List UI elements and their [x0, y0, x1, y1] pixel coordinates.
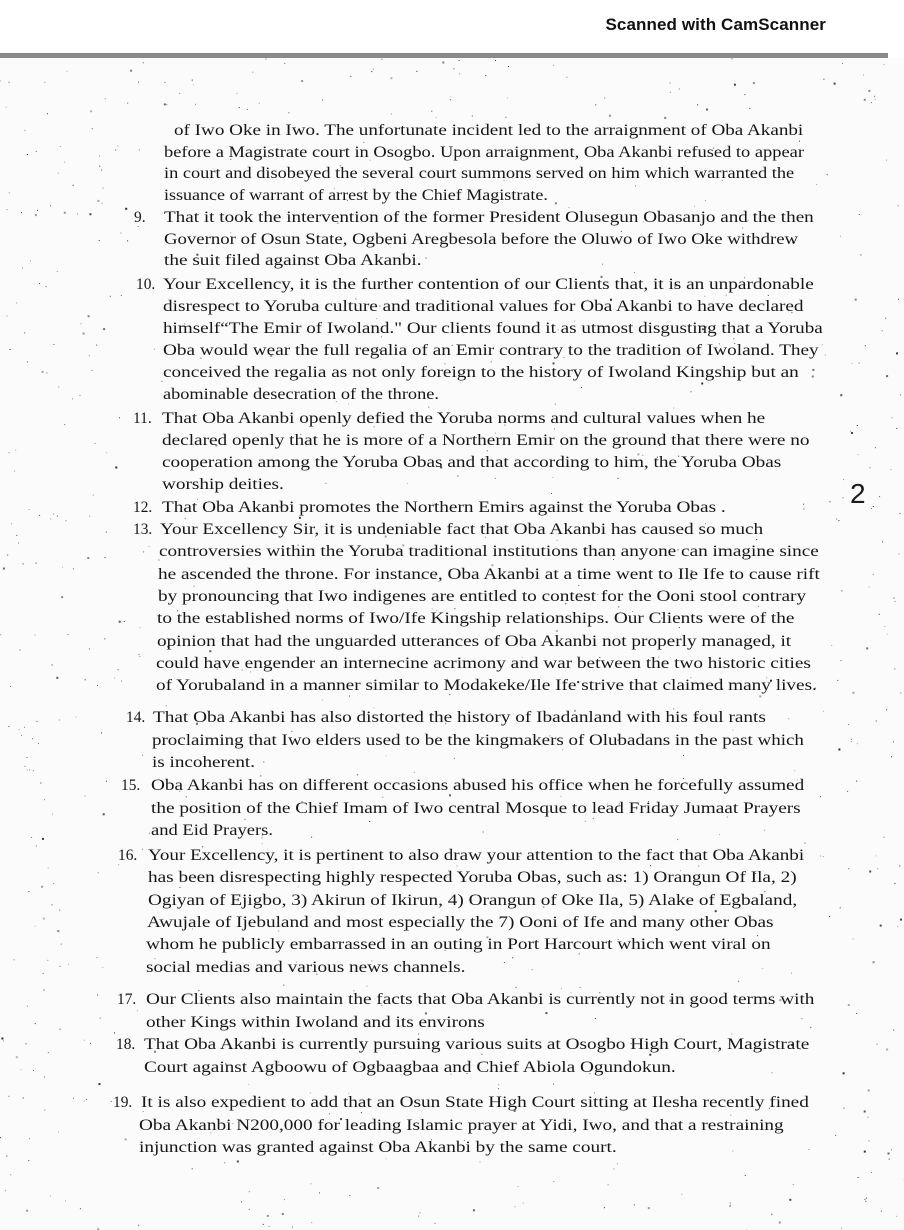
paragraph-line: Oba Akanbi has on different occasions abused his office when he forcefully assumed	[151, 777, 805, 794]
paragraph-line: other Kings within Iwoland and its environs	[146, 1013, 485, 1031]
paragraph-line: has been disrespecting highly respected Yoruba Obas, such as: 1) Orangun Of Ila, 2)	[148, 869, 797, 887]
paragraph-line: could have engender an internecine acrimony and war between the two historic cities	[156, 654, 811, 672]
paragraph-line: and Eid Prayers.	[151, 822, 273, 839]
paragraph-line: the suit filed against Oba Akanbi.	[164, 252, 422, 269]
paragraph-line: in court and disobeyed the several court summons served on him which warranted the	[164, 165, 795, 183]
paragraph-line: Your Excellency Sir, it is undeniable fact that Oba Akanbi has caused so much	[160, 521, 764, 538]
paragraph-line: of Iwo Oke in Iwo. The unfortunate incident led to the arraignment of Oba Akanbi	[174, 122, 804, 139]
paragraph-line: That it took the intervention of the former President Olusegun Obasanjo and the then	[164, 209, 814, 226]
paragraph-number: 11.	[133, 410, 152, 427]
paragraph-line: Court against Agboowu of Ogbaagbaa and Chief Abiola Ogundokun.	[144, 1058, 676, 1076]
paragraph-line: proclaiming that Iwo elders used to be the kingmakers of Olubadans in the past which	[152, 731, 804, 749]
paragraph-line: whom he publicly embarrassed in an outing in Port Harcourt which went viral on	[146, 936, 771, 954]
paragraph-number: 14.	[126, 709, 146, 726]
paragraph-line: declared openly that he is more of a Northern Emir on the ground that there were no	[162, 432, 810, 449]
paragraph-line: conceived the regalia as not only foreign to the history of Iwoland Kingship but an	[163, 364, 799, 381]
paragraph-number: 13.	[133, 521, 153, 538]
paragraph-number: 17.	[117, 991, 137, 1008]
paragraph-line: Oba Akanbi N200,000 for leading Islamic prayer at Yidi, Iwo, and that a restraining	[139, 1116, 784, 1134]
paragraph-line: himself“The Emir of Iwoland." Our clients found it as utmost disgusting that a Yoruba	[163, 320, 823, 337]
paragraph-line: cooperation among the Yoruba Obas and that according to him, the Yoruba Obas	[162, 454, 782, 471]
document-body	[0, 58, 904, 1230]
paragraph-line: of Yorubaland in a manner similar to Modakeke/Ile Ife strive that claimed many lives.	[156, 677, 817, 695]
paragraph-line: by pronouncing that Iwo indigenes are entitled to contest for the Ooni stool contrary	[158, 587, 807, 605]
paragraph-line: Awujale of Ijebuland and most especially the 7) Ooni of Ife and many other Obas	[147, 913, 774, 931]
paragraph-line: Oba would wear the full regalia of an Emir contrary to the tradition of Iwoland. They	[163, 342, 819, 359]
paragraph-number: 18.	[116, 1036, 136, 1053]
paragraph-line: That Oba Akanbi promotes the Northern Emirs against the Yoruba Obas .	[162, 499, 726, 516]
paragraph-line: worship deities.	[162, 476, 284, 493]
paragraph-line: opinion that had the unguarded utterances of Oba Akanbi not properly managed, it	[157, 632, 792, 650]
paragraph-line: That Oba Akanbi has also distorted the history of Ibadanland with his foul rants	[153, 709, 766, 726]
paragraph-line: It is also expedient to add that an Osun State High Court sitting at Ilesha recently fined	[141, 1094, 809, 1111]
scanner-header	[0, 0, 904, 52]
paragraph-line: Your Excellency, it is the further contention of our Clients that, it is an unpardonable	[163, 276, 814, 293]
paragraph-line: he ascended the throne. For instance, Oba Akanbi at a time went to Ile Ife to cause rift	[158, 565, 820, 583]
paragraph-number: 15.	[121, 777, 141, 794]
document-scan	[0, 58, 904, 1230]
paragraph-line: That Oba Akanbi is currently pursuing various suits at Osogbo High Court, Magistrate	[144, 1036, 810, 1053]
paragraph-line: the position of the Chief Imam of Iwo central Mosque to lead Friday Jumaat Prayers	[151, 799, 801, 817]
paragraph-number: 12.	[133, 499, 153, 516]
paragraph-line: before a Magistrate court in Osogbo. Upon arraignment, Oba Akanbi refused to appear	[164, 143, 805, 161]
paragraph-line: Governor of Osun State, Ogbeni Aregbesola before the Oluwo of Iwo Oke withdrew	[164, 230, 799, 248]
paragraph-line: to the established norms of Iwo/Ife Kingship relationships. Our Clients were of the	[157, 610, 795, 628]
paragraph-line: issuance of warrant of arrest by the Chief Magistrate.	[164, 187, 548, 205]
paragraph-line: Ogiyan of Ejigbo, 3) Akirun of Ikirun, 4) Orangun of Oke Ila, 5) Alake of Egbaland,	[148, 891, 798, 909]
paragraph-number: 16.	[118, 847, 138, 864]
paragraph-line: injunction was granted against Oba Akanbi by the same court.	[139, 1139, 617, 1156]
paragraph-line: controversies within the Yoruba traditional institutions than anyone can imagine since	[159, 543, 819, 561]
paragraph-line: abominable desecration of the throne.	[163, 386, 439, 403]
paragraph-number: 19.	[113, 1094, 133, 1111]
camscanner-watermark: Scanned with CamScanner	[605, 15, 826, 34]
paragraph-line: social medias and various news channels.	[146, 958, 466, 976]
paragraph-number: 9.	[134, 209, 146, 226]
paragraph-line: is incoherent.	[152, 754, 255, 771]
paragraph-number: 10.	[136, 276, 156, 293]
paragraph-line: disrespect to Yoruba culture and traditional values for Oba Akanbi to have declared	[163, 298, 804, 315]
page-number: 2	[850, 478, 866, 509]
paragraph-line: Our Clients also maintain the facts that Oba Akanbi is currently not in good terms with	[146, 991, 815, 1008]
paragraph-line: That Oba Akanbi openly defied the Yoruba norms and cultural values when he	[162, 410, 766, 427]
paragraph-line: Your Excellency, it is pertinent to also draw your attention to the fact that Oba Akanbi	[148, 847, 805, 864]
